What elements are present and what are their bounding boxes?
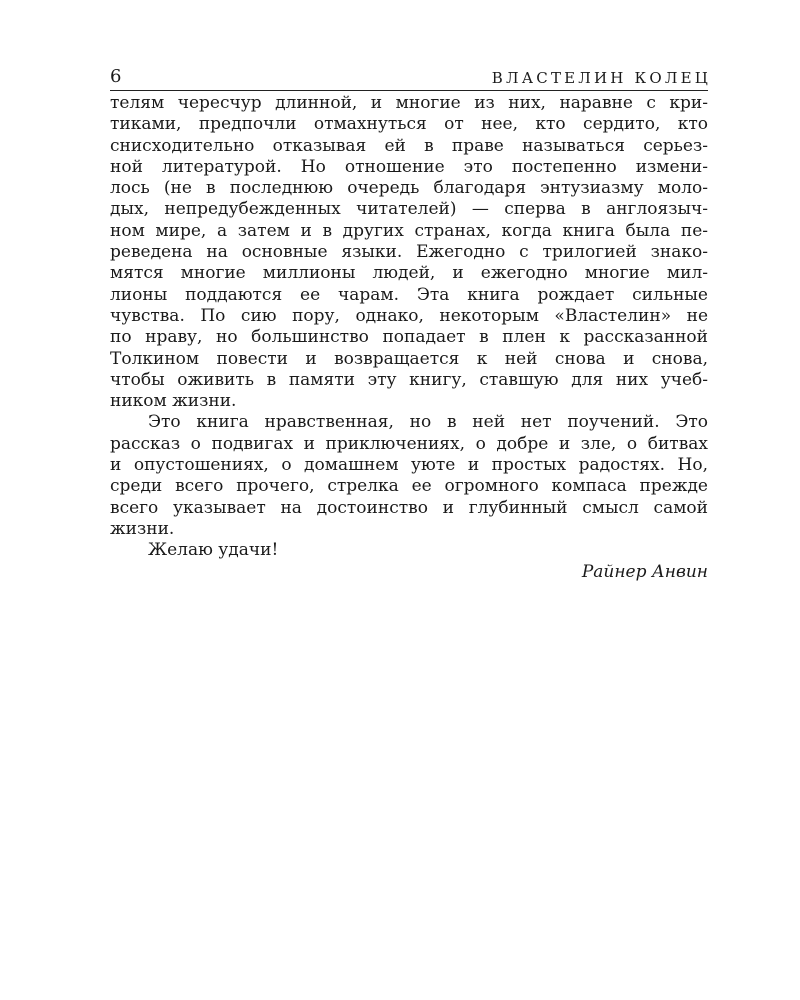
text-line: реведена на основные языки. Ежегодно с трилогией знако- bbox=[110, 242, 708, 263]
text-line: снисходительно отказывая ей в праве называться серьез- bbox=[110, 135, 708, 156]
text-line: рассказ о подвигах и приключениях, о добре и зле, о битвах bbox=[110, 433, 708, 454]
text-line: телям чересчур длинной, и многие из них, наравне с кри- bbox=[110, 93, 708, 113]
text-line: лионы поддаются ее чарам. Эта книга рождает сильные bbox=[110, 284, 708, 305]
text-line: Желаю удачи! bbox=[148, 540, 279, 561]
body-text bbox=[110, 93, 708, 583]
text-line: мятся многие миллионы людей, и ежегодно многие мил- bbox=[110, 263, 708, 284]
running-title: ВЛАСТЕЛИН КОЛЕЦ bbox=[491, 69, 711, 87]
text-line: жизни. bbox=[110, 518, 175, 539]
paragraph-1 bbox=[110, 93, 708, 412]
text-line: чтобы оживить в памяти эту книгу, ставшую для них учеб- bbox=[110, 369, 708, 390]
author-signature: Райнер Анвин bbox=[581, 561, 708, 582]
text-line: по нраву, но большинство попадает в плен к рассказанной bbox=[110, 327, 708, 348]
paragraph-2 bbox=[110, 412, 708, 540]
page-number: 6 bbox=[110, 66, 122, 87]
text-line: и опустошениях, о домашнем уюте и простых радостях. Но, bbox=[110, 455, 708, 476]
text-line: Это книга нравственная, но в ней нет поучений. Это bbox=[148, 412, 708, 433]
page-header bbox=[110, 66, 711, 91]
book-page bbox=[110, 66, 711, 583]
paragraph-3 bbox=[110, 540, 708, 561]
text-line: ником жизни. bbox=[110, 391, 237, 412]
text-line: чувства. По сию пору, однако, некоторым «Властелин» не bbox=[110, 305, 708, 326]
text-line: среди всего прочего, стрелка ее огромного компаса прежде bbox=[110, 476, 708, 497]
text-line: ном мире, а затем и в других странах, когда книга была пе- bbox=[110, 220, 708, 241]
text-line: Толкином повести и возвращается к ней снова и снова, bbox=[110, 348, 708, 369]
text-line: лось (не в последнюю очередь благодаря энтузиазму моло- bbox=[110, 178, 708, 199]
text-line: дых, непредубежденных читателей) — сперва в англоязыч- bbox=[110, 199, 708, 220]
text-line: ной литературой. Но отношение это постепенно измени- bbox=[110, 156, 708, 177]
text-line: тиками, предпочли отмахнуться от нее, кто сердито, кто bbox=[110, 114, 708, 135]
text-line: всего указывает на достоинство и глубинный смысл самой bbox=[110, 497, 708, 518]
